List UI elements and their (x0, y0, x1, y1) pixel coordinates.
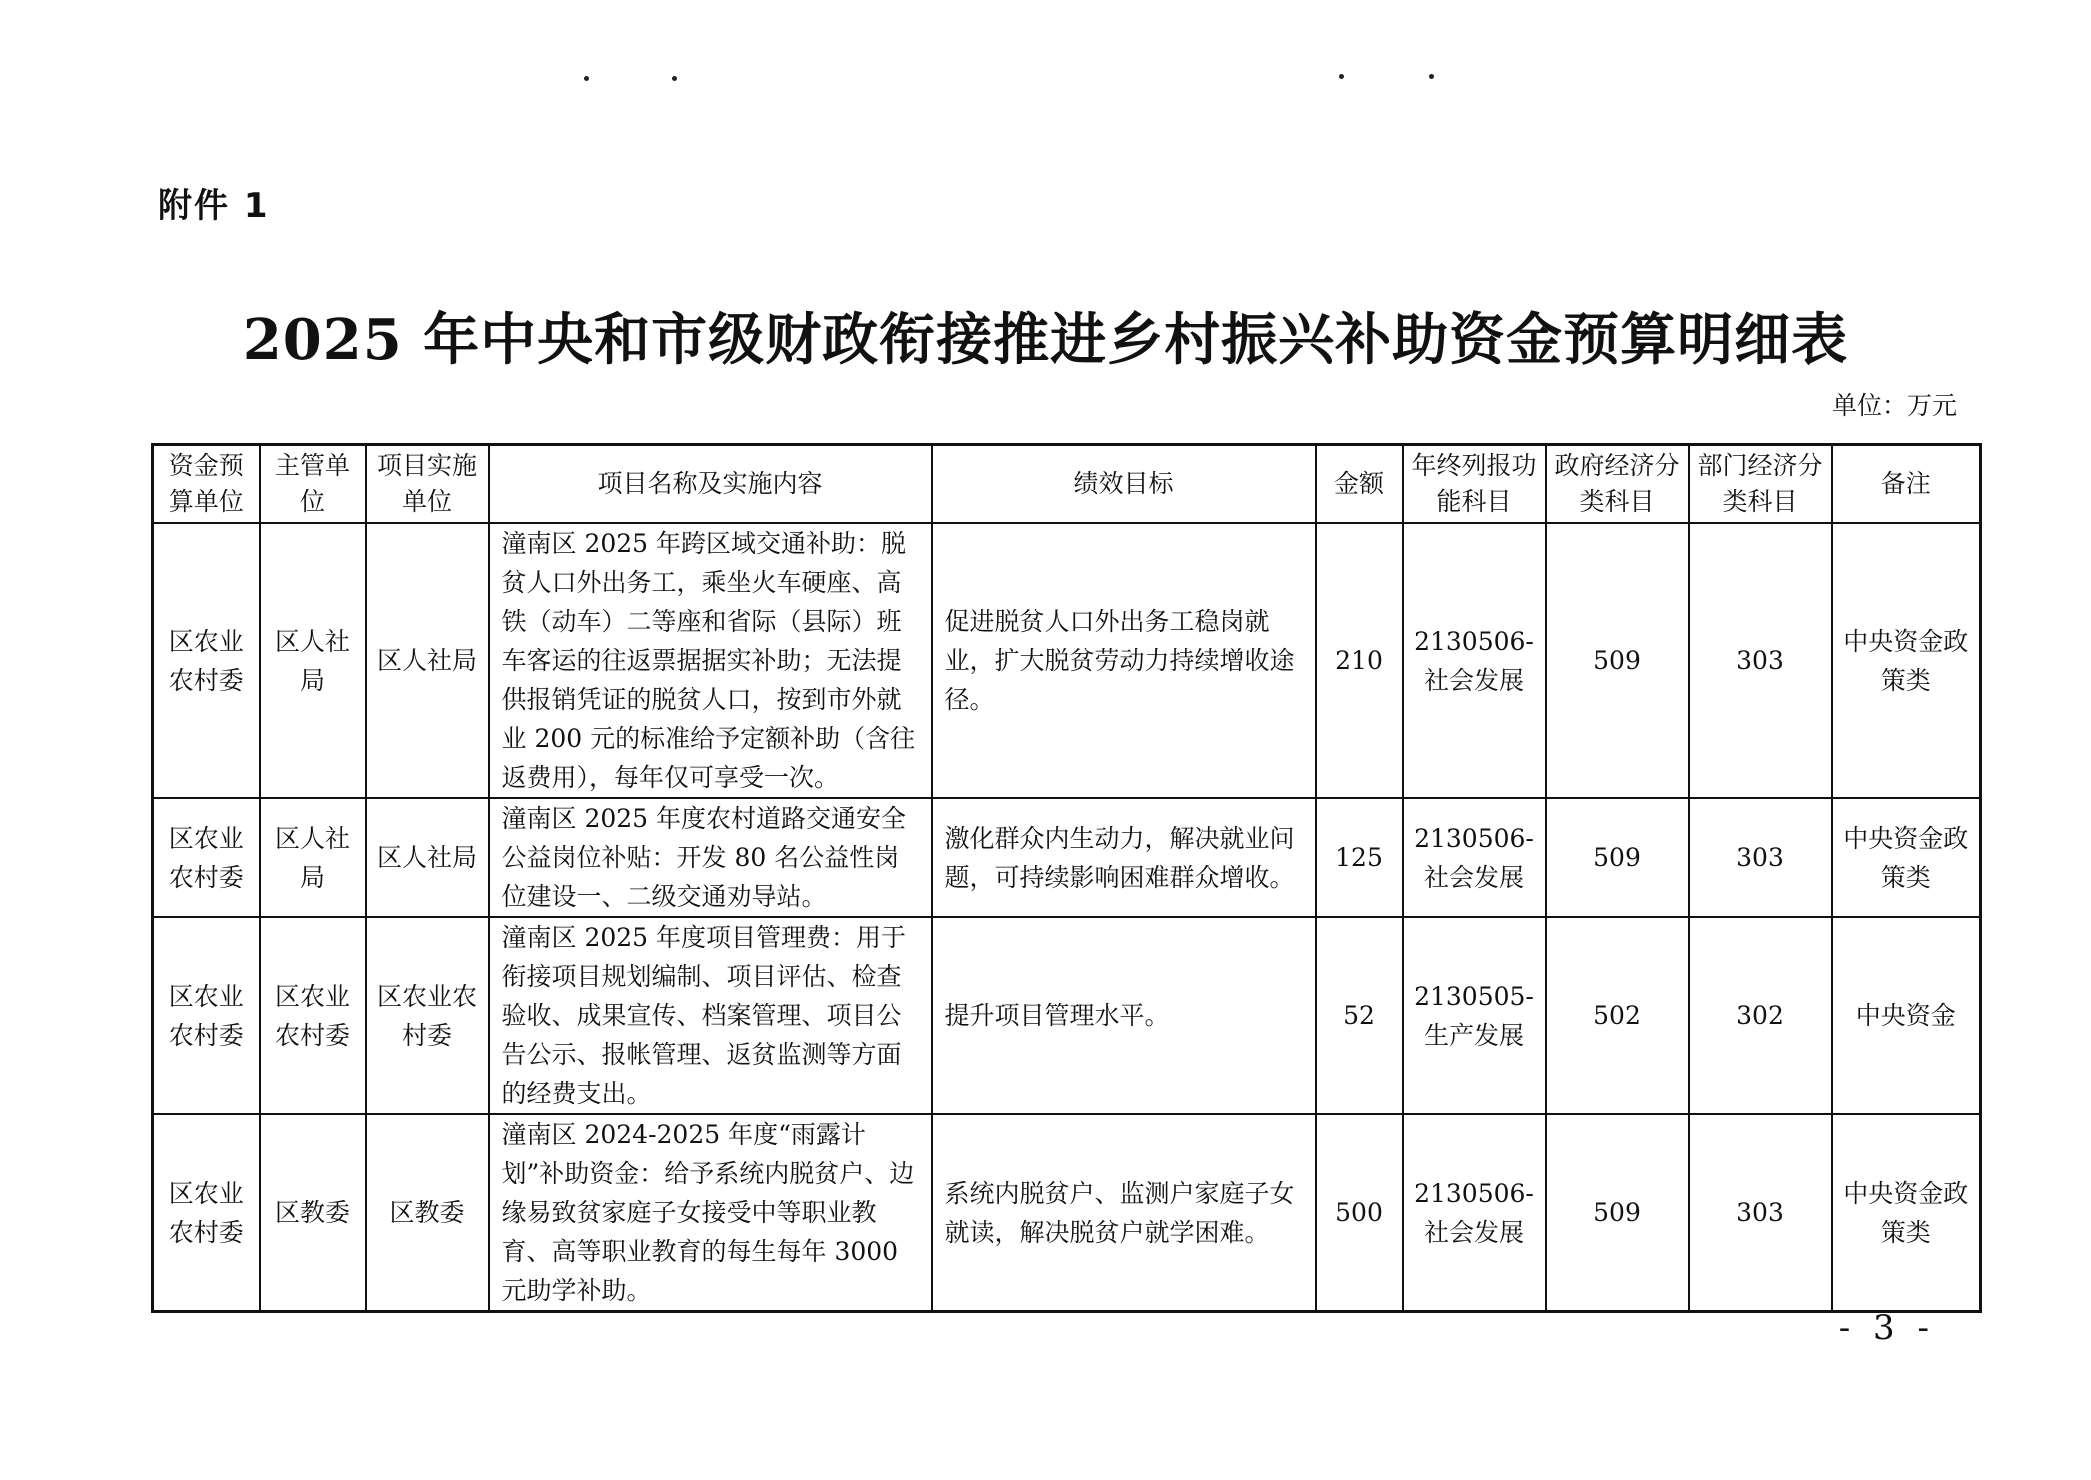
supervising-unit-cell: 区农业农村委 (260, 917, 366, 1114)
function-subject-cell: 2130505-生产发展 (1403, 917, 1546, 1114)
performance-target-cell: 系统内脱贫户、监测户家庭子女就读，解决脱贫户就学困难。 (932, 1114, 1316, 1312)
remark-cell: 中央资金政策类 (1832, 798, 1981, 917)
scan-speck (584, 76, 589, 81)
performance-target-cell: 激化群众内生动力，解决就业问题，可持续影响困难群众增收。 (932, 798, 1316, 917)
implementing-unit-cell: 区教委 (366, 1114, 489, 1312)
table-row (153, 917, 1981, 1114)
scan-speck (672, 76, 677, 81)
column-header: 资金预算单位 (153, 445, 260, 524)
performance-target-cell: 提升项目管理水平。 (932, 917, 1316, 1114)
column-header: 项目名称及实施内容 (489, 445, 932, 524)
implementing-unit-cell: 区农业农村委 (366, 917, 489, 1114)
budget-table (151, 443, 1982, 1313)
column-header: 金额 (1316, 445, 1403, 524)
implementing-unit-cell: 区人社局 (366, 523, 489, 798)
attachment-label: 附件 1 (158, 186, 270, 226)
dept-econ-cell: 303 (1689, 1114, 1832, 1312)
supervising-unit-cell: 区人社局 (260, 798, 366, 917)
budget-unit-cell: 区农业农村委 (153, 523, 260, 798)
table-header-row (153, 445, 1981, 524)
supervising-unit-cell: 区人社局 (260, 523, 366, 798)
amount-cell: 52 (1316, 917, 1403, 1114)
amount-cell: 210 (1316, 523, 1403, 798)
function-subject-cell: 2130506-社会发展 (1403, 798, 1546, 917)
column-header: 主管单位 (260, 445, 366, 524)
supervising-unit-cell: 区教委 (260, 1114, 366, 1312)
function-subject-cell: 2130506-社会发展 (1403, 523, 1546, 798)
gov-econ-cell: 509 (1546, 1114, 1689, 1312)
table-row (153, 1114, 1981, 1312)
column-header: 绩效目标 (932, 445, 1316, 524)
table-row (153, 523, 1981, 798)
amount-cell: 500 (1316, 1114, 1403, 1312)
page-number: - 3 - (1838, 1308, 1935, 1348)
budget-unit-cell: 区农业农村委 (153, 917, 260, 1114)
remark-cell: 中央资金政策类 (1832, 523, 1981, 798)
column-header: 备注 (1832, 445, 1981, 524)
amount-cell: 125 (1316, 798, 1403, 917)
scan-speck (1429, 74, 1434, 79)
column-header: 项目实施单位 (366, 445, 489, 524)
column-header: 部门经济分类科目 (1689, 445, 1832, 524)
project-content-cell: 潼南区 2024-2025 年度“雨露计划”补助资金：给予系统内脱贫户、边缘易致贫家庭子女接受中等职业教育、高等职业教育的每生每年 3000 元助学补助。 (489, 1114, 932, 1312)
implementing-unit-cell: 区人社局 (366, 798, 489, 917)
scan-speck (1339, 74, 1344, 79)
project-content-cell: 潼南区 2025 年度农村道路交通安全公益岗位补贴：开发 80 名公益性岗位建设一、二级交通劝导站。 (489, 798, 932, 917)
budget-unit-cell: 区农业农村委 (153, 798, 260, 917)
remark-cell: 中央资金 (1832, 917, 1981, 1114)
page-title: 2025 年中央和市级财政衔接推进乡村振兴补助资金预算明细表 (242, 307, 1849, 373)
project-content-cell: 潼南区 2025 年跨区域交通补助：脱贫人口外出务工，乘坐火车硬座、高铁（动车）二等座和省际（县际）班车客运的往返票据据实补助；无法提供报销凭证的脱贫人口，按到市外就业 200 元的标准给予定额补助（含往返费用），每年仅可享受一次。 (489, 523, 932, 798)
gov-econ-cell: 502 (1546, 917, 1689, 1114)
budget-unit-cell: 区农业农村委 (153, 1114, 260, 1312)
column-header: 政府经济分类科目 (1546, 445, 1689, 524)
dept-econ-cell: 303 (1689, 798, 1832, 917)
unit-label: 单位：万元 (1831, 391, 1957, 420)
dept-econ-cell: 302 (1689, 917, 1832, 1114)
project-content-cell: 潼南区 2025 年度项目管理费：用于衔接项目规划编制、项目评估、检查验收、成果宣传、档案管理、项目公告公示、报帐管理、返贫监测等方面的经费支出。 (489, 917, 932, 1114)
table-row (153, 798, 1981, 917)
dept-econ-cell: 303 (1689, 523, 1832, 798)
remark-cell: 中央资金政策类 (1832, 1114, 1981, 1312)
column-header: 年终列报功能科目 (1403, 445, 1546, 524)
function-subject-cell: 2130506-社会发展 (1403, 1114, 1546, 1312)
performance-target-cell: 促进脱贫人口外出务工稳岗就业，扩大脱贫劳动力持续增收途径。 (932, 523, 1316, 798)
gov-econ-cell: 509 (1546, 798, 1689, 917)
gov-econ-cell: 509 (1546, 523, 1689, 798)
